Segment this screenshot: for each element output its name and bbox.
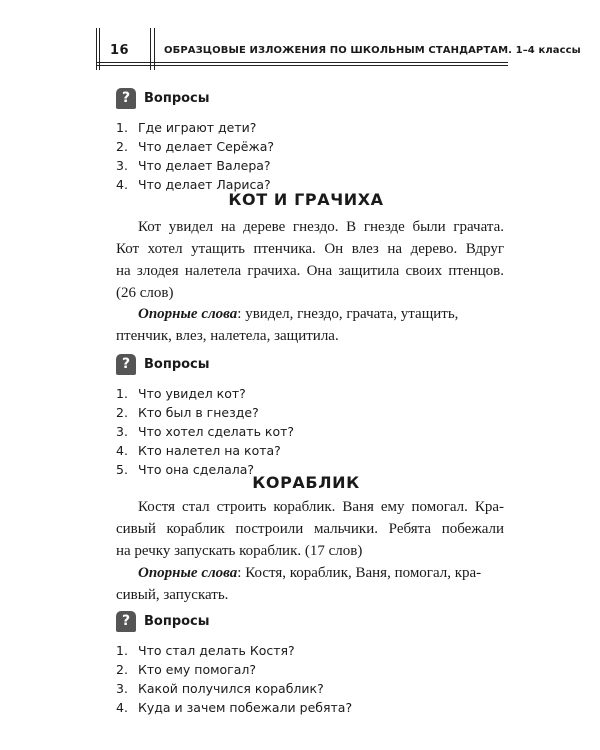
question-mark-icon: ? — [116, 88, 136, 109]
header-rule-divider-inner — [154, 28, 155, 70]
keywords-paragraph: Опорные слова: увидел, гнездо, грачата, утащить, птенчик, влез, налетела, защитила. — [116, 306, 459, 344]
question-mark-icon: ? — [116, 354, 136, 375]
header-rule-bottom — [96, 62, 508, 63]
question-item: 3. Что делает Валера? — [116, 158, 271, 173]
story-title: КОРАБЛИК — [252, 473, 360, 492]
keywords-label: Опорные слова — [138, 306, 238, 322]
question-item: 1. Что увидел кот? — [116, 386, 246, 401]
question-item: 4. Что делает Лариса? — [116, 177, 271, 192]
header-rule-left-inner — [99, 28, 100, 70]
story-text: Костя стал строить кораблик. Ваня ему помогал. Кра- сивый кораблик построили мальчики. Ребята побежали на речку запускать кораблик. (17 слов) — [116, 499, 504, 559]
header-rule-divider — [150, 28, 151, 70]
questions-heading — [116, 609, 496, 633]
question-item: 1. Что стал делать Костя? — [116, 643, 295, 658]
question-item: 2. Кто ему помогал? — [116, 662, 257, 677]
page-number: 16 — [110, 43, 130, 58]
questions-list — [116, 384, 496, 479]
running-title: ОБРАЗЦОВЫЕ ИЗЛОЖЕНИЯ ПО ШКОЛЬНЫМ СТАНДАРТАМ. 1–4 классы — [164, 45, 581, 56]
keywords-paragraph: Опорные слова: Костя, кораблик, Ваня, помогал, кра- сивый, запускать. — [116, 565, 482, 603]
questions-title: Вопросы — [144, 613, 210, 629]
story-title: КОТ И ГРАЧИХА — [228, 190, 384, 209]
question-item: 1. Где играют дети? — [116, 120, 257, 135]
question-item: 2. Что делает Серёжа? — [116, 139, 274, 154]
question-item: 4. Куда и зачем побежали ребята? — [116, 700, 353, 715]
question-mark-icon: ? — [116, 611, 136, 632]
questions-section-3 — [116, 609, 496, 717]
questions-section-1 — [116, 86, 496, 194]
questions-list — [116, 118, 496, 194]
story-text: Кот увидел на дереве гнездо. В гнезде были грачата. Кот хотел утащить птенчика. Он влез на дерево. Вдруг на злодея налетела грачиха. Она защитила своих птенцов. (26 слов) — [116, 219, 504, 301]
question-item: 5. Что она сделала? — [116, 462, 255, 477]
questions-section-2 — [116, 352, 496, 479]
questions-list — [116, 641, 496, 717]
question-item: 2. Кто был в гнезде? — [116, 405, 259, 420]
questions-heading — [116, 86, 496, 110]
question-item: 3. Какой получился кораблик? — [116, 681, 324, 696]
questions-title: Вопросы — [144, 356, 210, 372]
questions-heading — [116, 352, 496, 376]
questions-title: Вопросы — [144, 90, 210, 106]
header-rule-left — [96, 28, 97, 70]
running-header — [96, 28, 581, 70]
question-item: 3. Что хотел сделать кот? — [116, 424, 295, 439]
header-rule-bottom-inner — [96, 65, 508, 66]
question-item: 4. Кто налетел на кота? — [116, 443, 281, 458]
keywords-label: Опорные слова — [138, 565, 238, 581]
